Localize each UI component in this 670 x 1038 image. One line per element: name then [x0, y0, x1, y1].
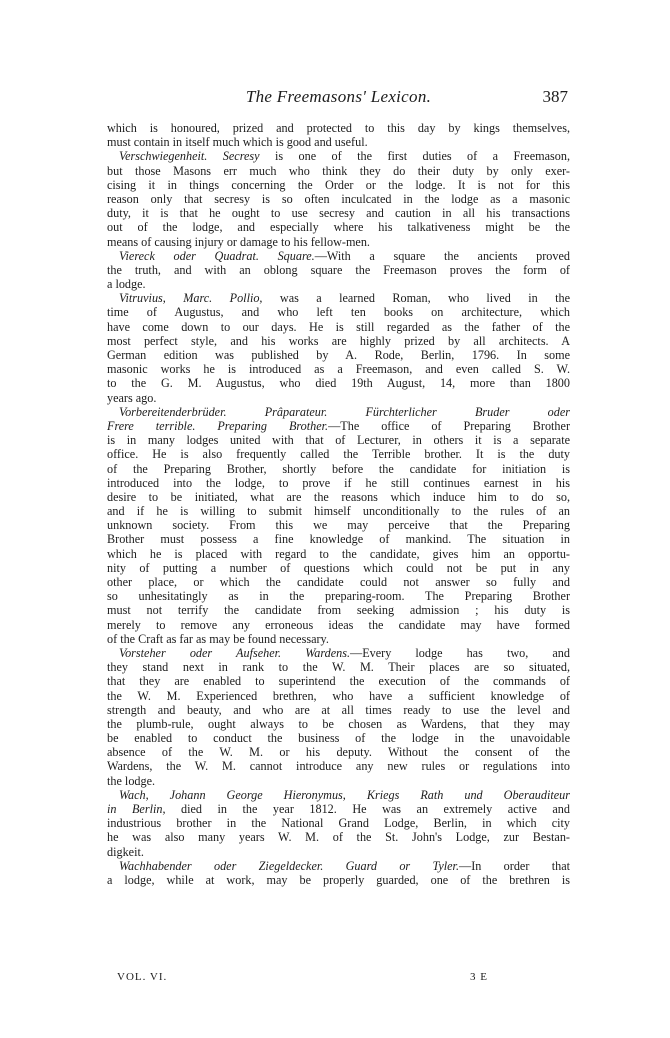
text-span: time of Augustus, and who left ten books on architecture, which	[107, 305, 570, 320]
text-span: is in many lodges united with that of Lecturer, in others it is a separate	[107, 433, 570, 448]
text-line	[107, 220, 570, 234]
text-line	[107, 121, 570, 135]
text-span: was a learned Roman, who lived in the	[262, 291, 570, 306]
italic-text: Viereck oder Quadrat.	[119, 248, 259, 263]
body-text	[107, 121, 570, 887]
text-line	[107, 164, 570, 178]
text-span: died in the year 1812. He was an extremely active and	[165, 802, 570, 816]
text-line	[107, 575, 570, 589]
text-line	[107, 334, 570, 348]
text-span: be enabled to conduct the business of the lodge in the unavoidable	[107, 731, 570, 746]
text-span: a lodge.	[107, 277, 146, 292]
text-line	[107, 135, 570, 149]
text-line	[107, 277, 570, 291]
text-span	[207, 149, 222, 163]
text-span: office. He is also frequently called the Terrible brother. It is the duty	[107, 447, 570, 462]
text-line	[107, 305, 570, 319]
text-span: —The office of Preparing Brother	[328, 418, 570, 433]
text-line	[107, 376, 570, 390]
text-span: they stand next in rank to the W. M. Their places are so situated,	[107, 660, 570, 675]
text-span: digkeit.	[107, 844, 144, 859]
text-line	[107, 703, 570, 717]
text-span: desire to be initiated, what are the reasons which induce him to do so,	[107, 489, 570, 504]
italic-text: Secresy	[222, 149, 260, 164]
italic-text: Square.	[277, 248, 315, 263]
text-span: absence of the W. M. or his deputy. Without the consent of the	[107, 745, 570, 760]
text-line	[107, 547, 570, 561]
italic-text: Wach, Johann George Hieronymus, Kriegs Rath und Oberauditeur	[119, 787, 570, 802]
text-span: so unhesitatingly as in the preparing-room. The Preparing Brother	[107, 589, 570, 604]
text-line	[107, 362, 570, 376]
text-line	[107, 788, 570, 802]
text-span: is one of the first duties of a Freemason,	[259, 149, 570, 164]
italic-text: Verschwiegenheit.	[119, 149, 208, 164]
text-line	[107, 206, 570, 220]
page-header	[107, 87, 570, 111]
text-span: must contain in itself much which is good and useful.	[107, 135, 368, 150]
text-line	[107, 433, 570, 447]
text-line	[107, 532, 570, 546]
text-line	[107, 178, 570, 192]
italic-text: Vorsteher oder Aufseher. Wardens.	[119, 645, 350, 660]
text-line	[107, 660, 570, 674]
text-span: German edition was published by A. Rode, Berlin, 1796. In some	[107, 348, 570, 362]
text-span: other place, or which the candidate could not answer so fully and	[107, 575, 570, 589]
text-line	[107, 320, 570, 334]
text-span: unknown society. From this we may perceive that the Preparing	[107, 518, 570, 533]
text-span: masonic works he is introduced as a Freemason, and even called S. W.	[107, 362, 570, 377]
text-span: of the Craft as far as may be found necessary.	[107, 631, 329, 646]
italic-text: Wachhabender oder Ziegeldecker. Guard or Tyler.	[119, 858, 459, 873]
text-line	[107, 561, 570, 575]
text-span: which is honoured, prized and protected to this day by kings themselves,	[107, 121, 570, 135]
text-line	[107, 462, 570, 476]
running-title: The Freemasons' Lexicon.	[245, 87, 432, 106]
text-line	[107, 348, 570, 362]
text-span: introduced into the lodge, to prove if he still continues earnest in his	[107, 475, 570, 490]
text-line	[107, 263, 570, 277]
text-line	[107, 759, 570, 773]
text-line	[107, 646, 570, 660]
page-number: 387	[542, 87, 568, 106]
text-span: of the Preparing Brother, shortly before the candidate for initiation is	[107, 461, 570, 476]
text-line	[107, 391, 570, 405]
text-span: Wardens, the W. M. cannot introduce any new rules or regulations into	[107, 759, 570, 774]
text-line	[107, 632, 570, 646]
text-line	[107, 405, 570, 419]
text-span: —Every lodge has two, and	[350, 645, 570, 660]
text-span: —In order that	[459, 858, 570, 873]
text-span: that they are enabled to superintend the execution of the commands of	[107, 674, 570, 689]
text-span: out of the lodge, and especially where his talkativeness might be the	[107, 220, 570, 235]
text-span: reason only that secresy is so often inculcated in the lodge as a masonic	[107, 191, 570, 206]
text-span: Brother must possess a fine knowledge of mankind. The situation in	[107, 532, 570, 547]
italic-text: Vitruvius, Marc. Pollio,	[119, 291, 263, 306]
text-span: a lodge, while at work, may be properly guarded, one of the brethren is	[107, 872, 570, 887]
text-span	[259, 249, 278, 263]
text-line	[107, 192, 570, 206]
text-span: must not terrify the candidate from seeking admission ; his duty is	[107, 603, 570, 618]
text-line	[107, 291, 570, 305]
italic-text: Frere terrible. Preparing Brother.	[107, 418, 329, 433]
text-span: cising it in things concerning the Order or the lodge. It is not for this	[107, 177, 570, 192]
text-line	[107, 717, 570, 731]
text-span: but those Masons err much who think they do their duty by only exer-	[107, 163, 570, 178]
signature-mark: 3 E	[470, 971, 488, 983]
text-span: the lodge.	[107, 773, 156, 788]
text-line	[107, 689, 570, 703]
text-line	[107, 490, 570, 504]
text-line	[107, 518, 570, 532]
text-line	[107, 589, 570, 603]
italic-text: in Berlin,	[107, 802, 166, 816]
italic-text: Vorbereitenderbrüder. Prâparateur. Fürchterlicher Bruder oder	[119, 404, 570, 419]
text-line	[107, 859, 570, 873]
text-line	[107, 149, 570, 163]
text-span: he was also many years W. M. of the St. John's Lodge, zur Bestan-	[107, 830, 570, 845]
text-span: merely to remove any erroneous ideas the candidate may have formed	[107, 617, 570, 632]
text-span: duty, it is that he ought to use secresy and caution in all his transactions	[107, 206, 570, 221]
text-line	[107, 731, 570, 745]
text-line	[107, 830, 570, 844]
page-footer	[117, 971, 488, 985]
text-line	[107, 816, 570, 830]
text-line	[107, 603, 570, 617]
volume-marker: VOL. VI.	[117, 971, 168, 983]
text-line	[107, 674, 570, 688]
text-line	[107, 476, 570, 490]
text-span: nity of putting a number of questions which could not be put in any	[107, 560, 570, 575]
text-line	[107, 249, 570, 263]
text-line	[107, 873, 570, 887]
text-span: strength and beauty, and who are at all times ready to use the level and	[107, 702, 570, 717]
text-span: years ago.	[107, 390, 157, 405]
text-span: which he is placed with regard to the candidate, gives him an opportu-	[107, 546, 570, 561]
text-span: have come down to our days. He is still regarded as the father of the	[107, 319, 570, 334]
text-span: the truth, and with an oblong square the Freemason proves the form of	[107, 262, 570, 277]
text-line	[107, 774, 570, 788]
text-span: and if he is willing to submit himself unconditionally to the rules of an	[107, 504, 570, 519]
text-line	[107, 235, 570, 249]
text-span: industrious brother in the National Grand Lodge, Berlin, in which city	[107, 816, 570, 831]
text-line	[107, 504, 570, 518]
text-span: means of causing injury or damage to his fellow-men.	[107, 234, 370, 249]
text-line	[107, 802, 570, 816]
text-line	[107, 447, 570, 461]
text-line	[107, 419, 570, 433]
text-span: the W. M. Experienced brethren, who have a sufficient knowledge of	[107, 688, 570, 703]
text-span: the plumb-rule, ought always to be chosen as Wardens, that they may	[107, 716, 570, 731]
text-span: to the G. M. Augustus, who died 19th August, 14, more than 1800	[107, 376, 570, 391]
text-line	[107, 618, 570, 632]
text-line	[107, 845, 570, 859]
text-span: —With a square the ancients proved	[314, 248, 570, 263]
text-span: most perfect style, and his works are highly prized by all architects. A	[107, 333, 570, 348]
text-line	[107, 745, 570, 759]
